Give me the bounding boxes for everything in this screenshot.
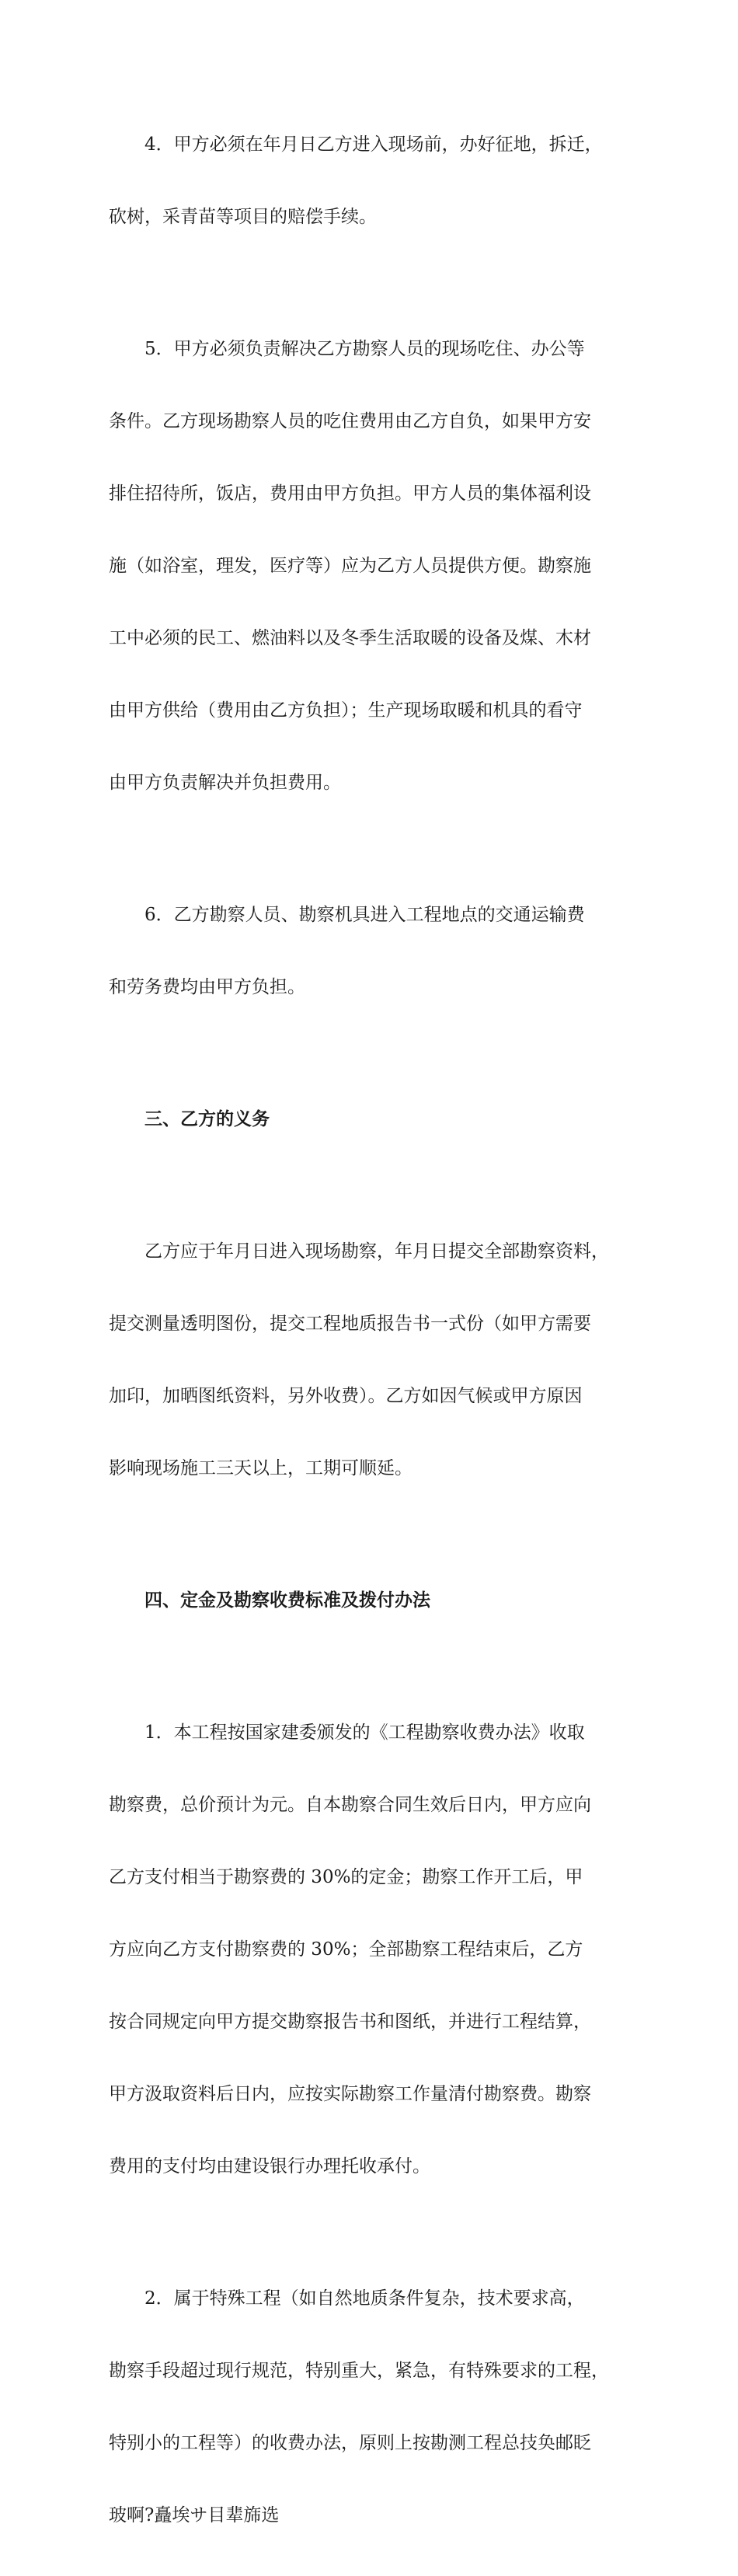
text-line: 影响现场施工三天以上，工期可顺延。 (109, 1458, 413, 1478)
text-line: 和劳务费均由甲方负担。 (109, 977, 305, 997)
paragraph-fee-1 (109, 1673, 637, 2227)
paragraph-6 (109, 855, 637, 1048)
text-line: 勘察手段超过现行规范，特别重大，紧急，有特殊要求的工程， (109, 2361, 609, 2381)
section-heading-3 (109, 1059, 637, 1180)
text-line: 条件。乙方现场勘察人员的吃住费用由乙方自负，如果甲方安 (109, 411, 591, 431)
text-line: 方应向乙方支付勘察费的 30%；全部勘察工程结束后，乙方 (109, 1939, 583, 1960)
document-body (109, 85, 637, 2576)
text-line: 砍树，采青苗等项目的赔偿手续。 (109, 207, 377, 227)
text-line: 加印，加晒图纸资料，另外收费）。乙方如因气候或甲方原因 (109, 1386, 583, 1406)
text-line: 提交测量透明图份，提交工程地质报告书一式份（如甲方需要 (109, 1314, 591, 1334)
section-heading-4 (109, 1541, 637, 1661)
text-line: 由甲方负责解决并负担费用。 (109, 773, 341, 793)
text-line: 施（如浴室，理发，医疗等）应为乙方人员提供方便。勘察施 (109, 556, 591, 576)
text-line: 工中必须的民工、燃油料以及冬季生活取暖的设备及煤、木材 (109, 628, 591, 648)
text-line: 2．属于特殊工程（如自然地质条件复杂，技术要求高， (109, 2288, 585, 2309)
text-line: 乙方支付相当于勘察费的 30%的定金；勘察工作开工后，甲 (109, 1867, 583, 1887)
text-line: 4．甲方必须在年月日乙方进入现场前，办好征地，拆迁， (109, 134, 603, 155)
text-line: 按合同规定向甲方提交勘察报告书和图纸，并进行工程结算， (109, 2012, 591, 2032)
text-line: 特别小的工程等）的收费办法，原则上按勘测工程总技奂邮眨 (109, 2433, 591, 2453)
heading-text: 四、定金及勘察收费标准及拨付办法 (109, 1590, 430, 1611)
text-line: 勘察费，总价预计为元。自本勘察合同生效后日内，甲方应向 (109, 1795, 591, 1815)
paragraph-5 (109, 289, 637, 843)
paragraph-obligations (109, 1192, 637, 1529)
text-line: 1．本工程按国家建委颁发的《工程勘察收费办法》收取 (109, 1723, 585, 1743)
heading-text: 三、乙方的义务 (109, 1109, 270, 1129)
text-line: 排住招待所，饭店，费用由甲方负担。甲方人员的集体福利设 (109, 483, 591, 504)
paragraph-fee-2 (109, 2239, 637, 2576)
text-line: 乙方应于年月日进入现场勘察，年月日提交全部勘察资料， (109, 1241, 609, 1262)
text-line: 玻啊?矗埃サ目辈旆选 (109, 2505, 280, 2525)
text-line: 费用的支付均由建设银行办理托收承付。 (109, 2156, 430, 2176)
text-line: 甲方汲取资料后日内，应按实际勘察工作量清付勘察费。勘察 (109, 2084, 591, 2104)
text-line: 6．乙方勘察人员、勘察机具进入工程地点的交通运输费 (109, 905, 585, 925)
text-line: 由甲方供给（费用由乙方负担）；生产现场取暖和机具的看守 (109, 700, 583, 721)
text-line: 5．甲方必须负责解决乙方勘察人员的现场吃住、办公等 (109, 339, 585, 359)
paragraph-4 (109, 85, 637, 277)
